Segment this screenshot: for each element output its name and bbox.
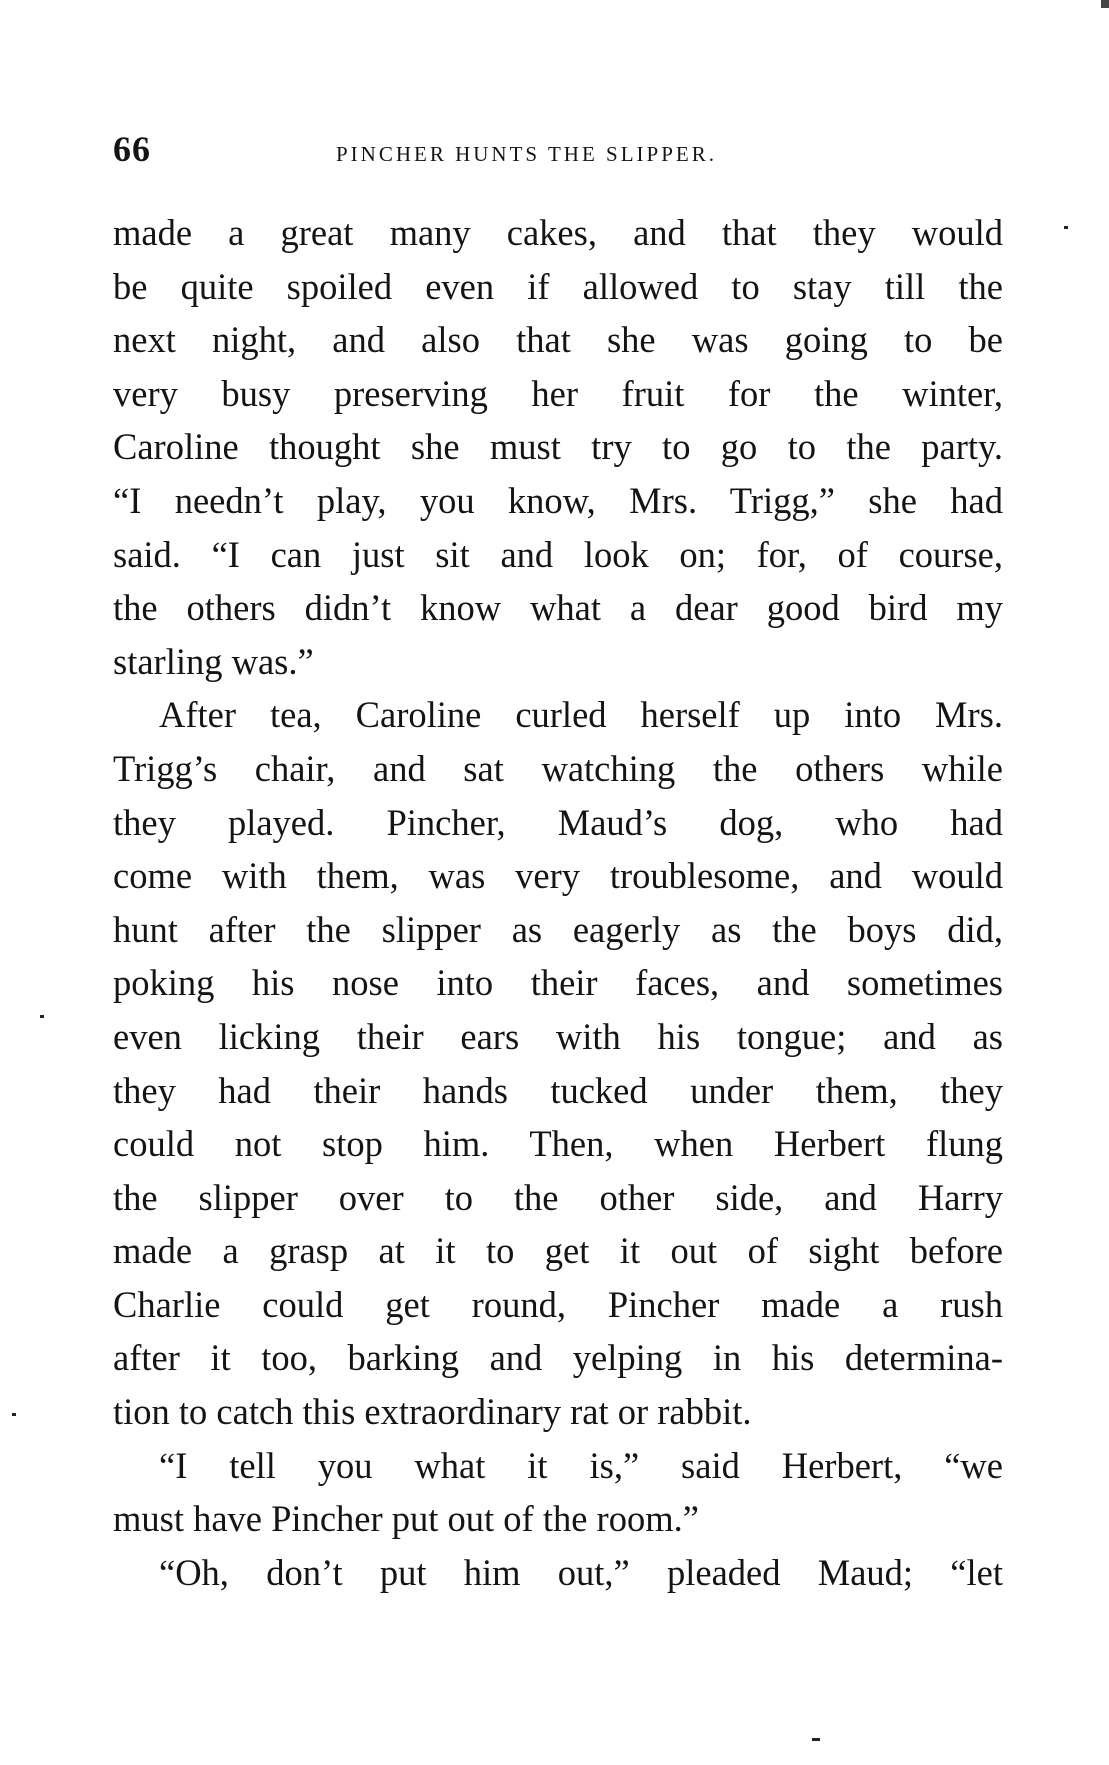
body-text — [113, 206, 1003, 1599]
text-line: even licking their ears with his tongue; and as — [113, 1015, 1003, 1057]
text-line: “I needn’t play, you know, Mrs. Trigg,” she had — [113, 479, 1003, 521]
text-line: very busy preserving her fruit for the winter, — [113, 372, 1003, 414]
scan-speck — [12, 1413, 16, 1416]
text-line: they played. Pincher, Maud’s dog, who had — [113, 801, 1003, 843]
text-line: come with them, was very troublesome, and would — [113, 855, 1003, 897]
text-line: poking his nose into their faces, and sometimes — [113, 962, 1003, 1004]
text-line: said. “I can just sit and look on; for, of course, — [113, 533, 1003, 575]
page-number: 66 — [113, 129, 151, 169]
text-line: starling was.” — [113, 640, 314, 682]
text-line: “Oh, don’t put him out,” pleaded Maud; “let — [159, 1551, 1003, 1593]
text-line: the others didn’t know what a dear good bird my — [113, 587, 1003, 629]
text-line: after it too, barking and yelping in his determina- — [113, 1337, 1003, 1379]
page-header — [113, 128, 1003, 172]
text-line: made a great many cakes, and that they would — [113, 212, 1003, 253]
text-line: made a grasp at it to get it out of sight before — [113, 1230, 1003, 1272]
running-title: PINCHER HUNTS THE SLIPPER. — [336, 142, 717, 166]
scan-speck — [1064, 226, 1068, 229]
text-line: Trigg’s chair, and sat watching the others while — [113, 747, 1003, 789]
text-line: be quite spoiled even if allowed to stay till the — [113, 265, 1003, 307]
text-line: hunt after the slipper as eagerly as the boys did, — [113, 908, 1003, 950]
text-line: Charlie could get round, Pincher made a rush — [113, 1283, 1003, 1325]
text-line: After tea, Caroline curled herself up into Mrs. — [159, 694, 1003, 736]
text-line: they had their hands tucked under them, they — [113, 1069, 1003, 1111]
text-line: must have Pincher put out of the room.” — [113, 1498, 699, 1540]
scan-speck — [1101, 0, 1109, 8]
text-line: could not stop him. Then, when Herbert flung — [113, 1123, 1003, 1165]
scan-speck — [40, 1015, 44, 1018]
scan-speck — [812, 1738, 820, 1741]
text-line: next night, and also that she was going to be — [113, 319, 1003, 361]
text-line: tion to catch this extraordinary rat or rabbit. — [113, 1391, 752, 1433]
text-line: “I tell you what it is,” said Herbert, “we — [159, 1444, 1003, 1486]
text-line: the slipper over to the other side, and Harry — [113, 1176, 1003, 1218]
text-line: Caroline thought she must try to go to the party. — [113, 426, 1003, 468]
